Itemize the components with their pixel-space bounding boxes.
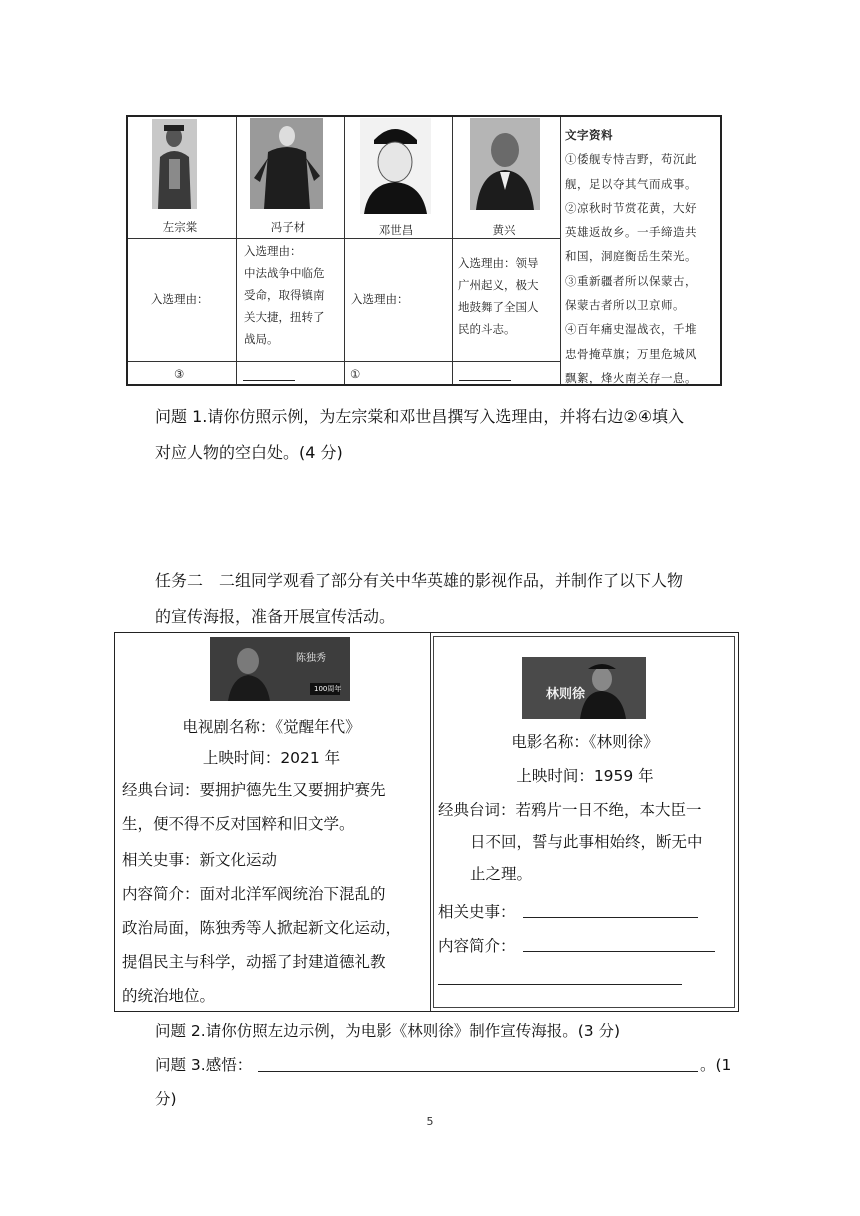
task-2-intro: 任务二 二组同学观看了部分有关中华英雄的影视作品，并制作了以下人物 的宣传海报，准备开展宣传活动。 bbox=[155, 571, 684, 626]
reason-block-huang: 入选理由：领导 广州起义，极大 地鼓舞了全国人 民的斗志。 bbox=[458, 256, 539, 336]
person-name: 左宗棠 bbox=[162, 220, 198, 234]
drama-intro: 政治局面，陈独秀等人掀起新文化运动， bbox=[122, 919, 402, 937]
film-history-blank[interactable] bbox=[523, 917, 698, 918]
drama-quote: 经典台词：要拥护德先生又要拥护赛先 bbox=[122, 781, 386, 799]
question-3-tail: 。(1 bbox=[700, 1056, 732, 1074]
film-title: 电影名称：《林则徐》 bbox=[511, 733, 659, 751]
drama-release: 上映时间：2021 年 bbox=[202, 749, 341, 767]
film-quote: 经典台词：若鸦片一日不绝，本大臣一 bbox=[438, 801, 702, 819]
awakening-age-poster bbox=[210, 637, 350, 701]
film-history-label: 相关史事： bbox=[438, 903, 516, 921]
person-name: 黄兴 bbox=[492, 223, 516, 237]
drama-intro: 的统治地位。 bbox=[122, 987, 216, 1005]
huang-xing-portrait bbox=[470, 118, 540, 210]
answer-blank[interactable] bbox=[459, 380, 511, 381]
question-3-blank[interactable] bbox=[258, 1071, 698, 1072]
film-intro-blank[interactable] bbox=[523, 951, 715, 952]
film-intro-blank-2[interactable] bbox=[438, 984, 682, 985]
drama-intro: 内容简介：面对北洋军阀统治下混乱的 bbox=[122, 885, 386, 903]
answer-cell: ③ bbox=[174, 367, 185, 381]
page-number: 5 bbox=[426, 1115, 434, 1128]
question-3-tail-line: 分) bbox=[155, 1090, 177, 1108]
lin-zexu-poster bbox=[522, 657, 646, 719]
film-quote: 止之理。 bbox=[470, 865, 533, 883]
question-1: 问题 1.请你仿照示例，为左宗棠和邓世昌撰写入选理由，并将右边②④填入 对应人物的空白处。(4 分) bbox=[155, 407, 685, 462]
poster-name-label: 陈独秀 bbox=[296, 653, 326, 664]
film-release: 上映时间：1959 年 bbox=[516, 767, 654, 785]
poster-caption: 100周年 bbox=[314, 685, 342, 693]
poster-name-label: 林则徐 bbox=[546, 687, 586, 702]
drama-quote: 生，便不得不反对国粹和旧文学。 bbox=[122, 815, 355, 833]
person-name: 冯子材 bbox=[270, 220, 306, 234]
film-intro-label: 内容简介： bbox=[438, 937, 516, 955]
reason-block-feng: 入选理由： 中法战争中临危 受命，取得镇南 关大捷，扭转了 战局。 bbox=[244, 244, 325, 346]
reason-label: 入选理由： bbox=[151, 292, 209, 306]
drama-title: 电视剧名称：《觉醒年代》 bbox=[182, 718, 361, 736]
film-quote: 日不回，誓与此事相始终，断无中 bbox=[470, 833, 703, 851]
feng-zicai-portrait bbox=[250, 118, 323, 209]
text-material-heading: 文字资料 bbox=[565, 128, 613, 142]
zuo-zongtang-portrait bbox=[152, 119, 197, 209]
person-name: 邓世昌 bbox=[378, 223, 414, 237]
text-material: 文字资料 ①倭舰专恃吉野，苟沉此 舰，足以夺其气而成事。 ②凉秋时节赏花黄，大好 英雄返故乡。一手缔造共 和国，洞庭衡岳生荣光。 ③重新疆者所以保蒙古， 保蒙古者所以卫京师。 ④百年痛史湿战衣，千堆 忠骨掩草旗；万里危城风 飘絮，烽火南关存一息。 bbox=[565, 123, 720, 390]
answer-cell: ① bbox=[350, 367, 361, 381]
deng-shichang-portrait bbox=[360, 118, 431, 214]
question-3-label: 问题 3.感悟： bbox=[155, 1056, 253, 1074]
drama-intro: 提倡民主与科学，动摇了封建道德礼教 bbox=[122, 953, 386, 971]
drama-history: 相关史事：新文化运动 bbox=[122, 851, 278, 869]
reason-label: 入选理由： bbox=[351, 292, 409, 306]
question-2: 问题 2.请你仿照左边示例，为电影《林则徐》制作宣传海报。(3 分) bbox=[155, 1022, 621, 1040]
answer-blank[interactable] bbox=[243, 380, 295, 381]
